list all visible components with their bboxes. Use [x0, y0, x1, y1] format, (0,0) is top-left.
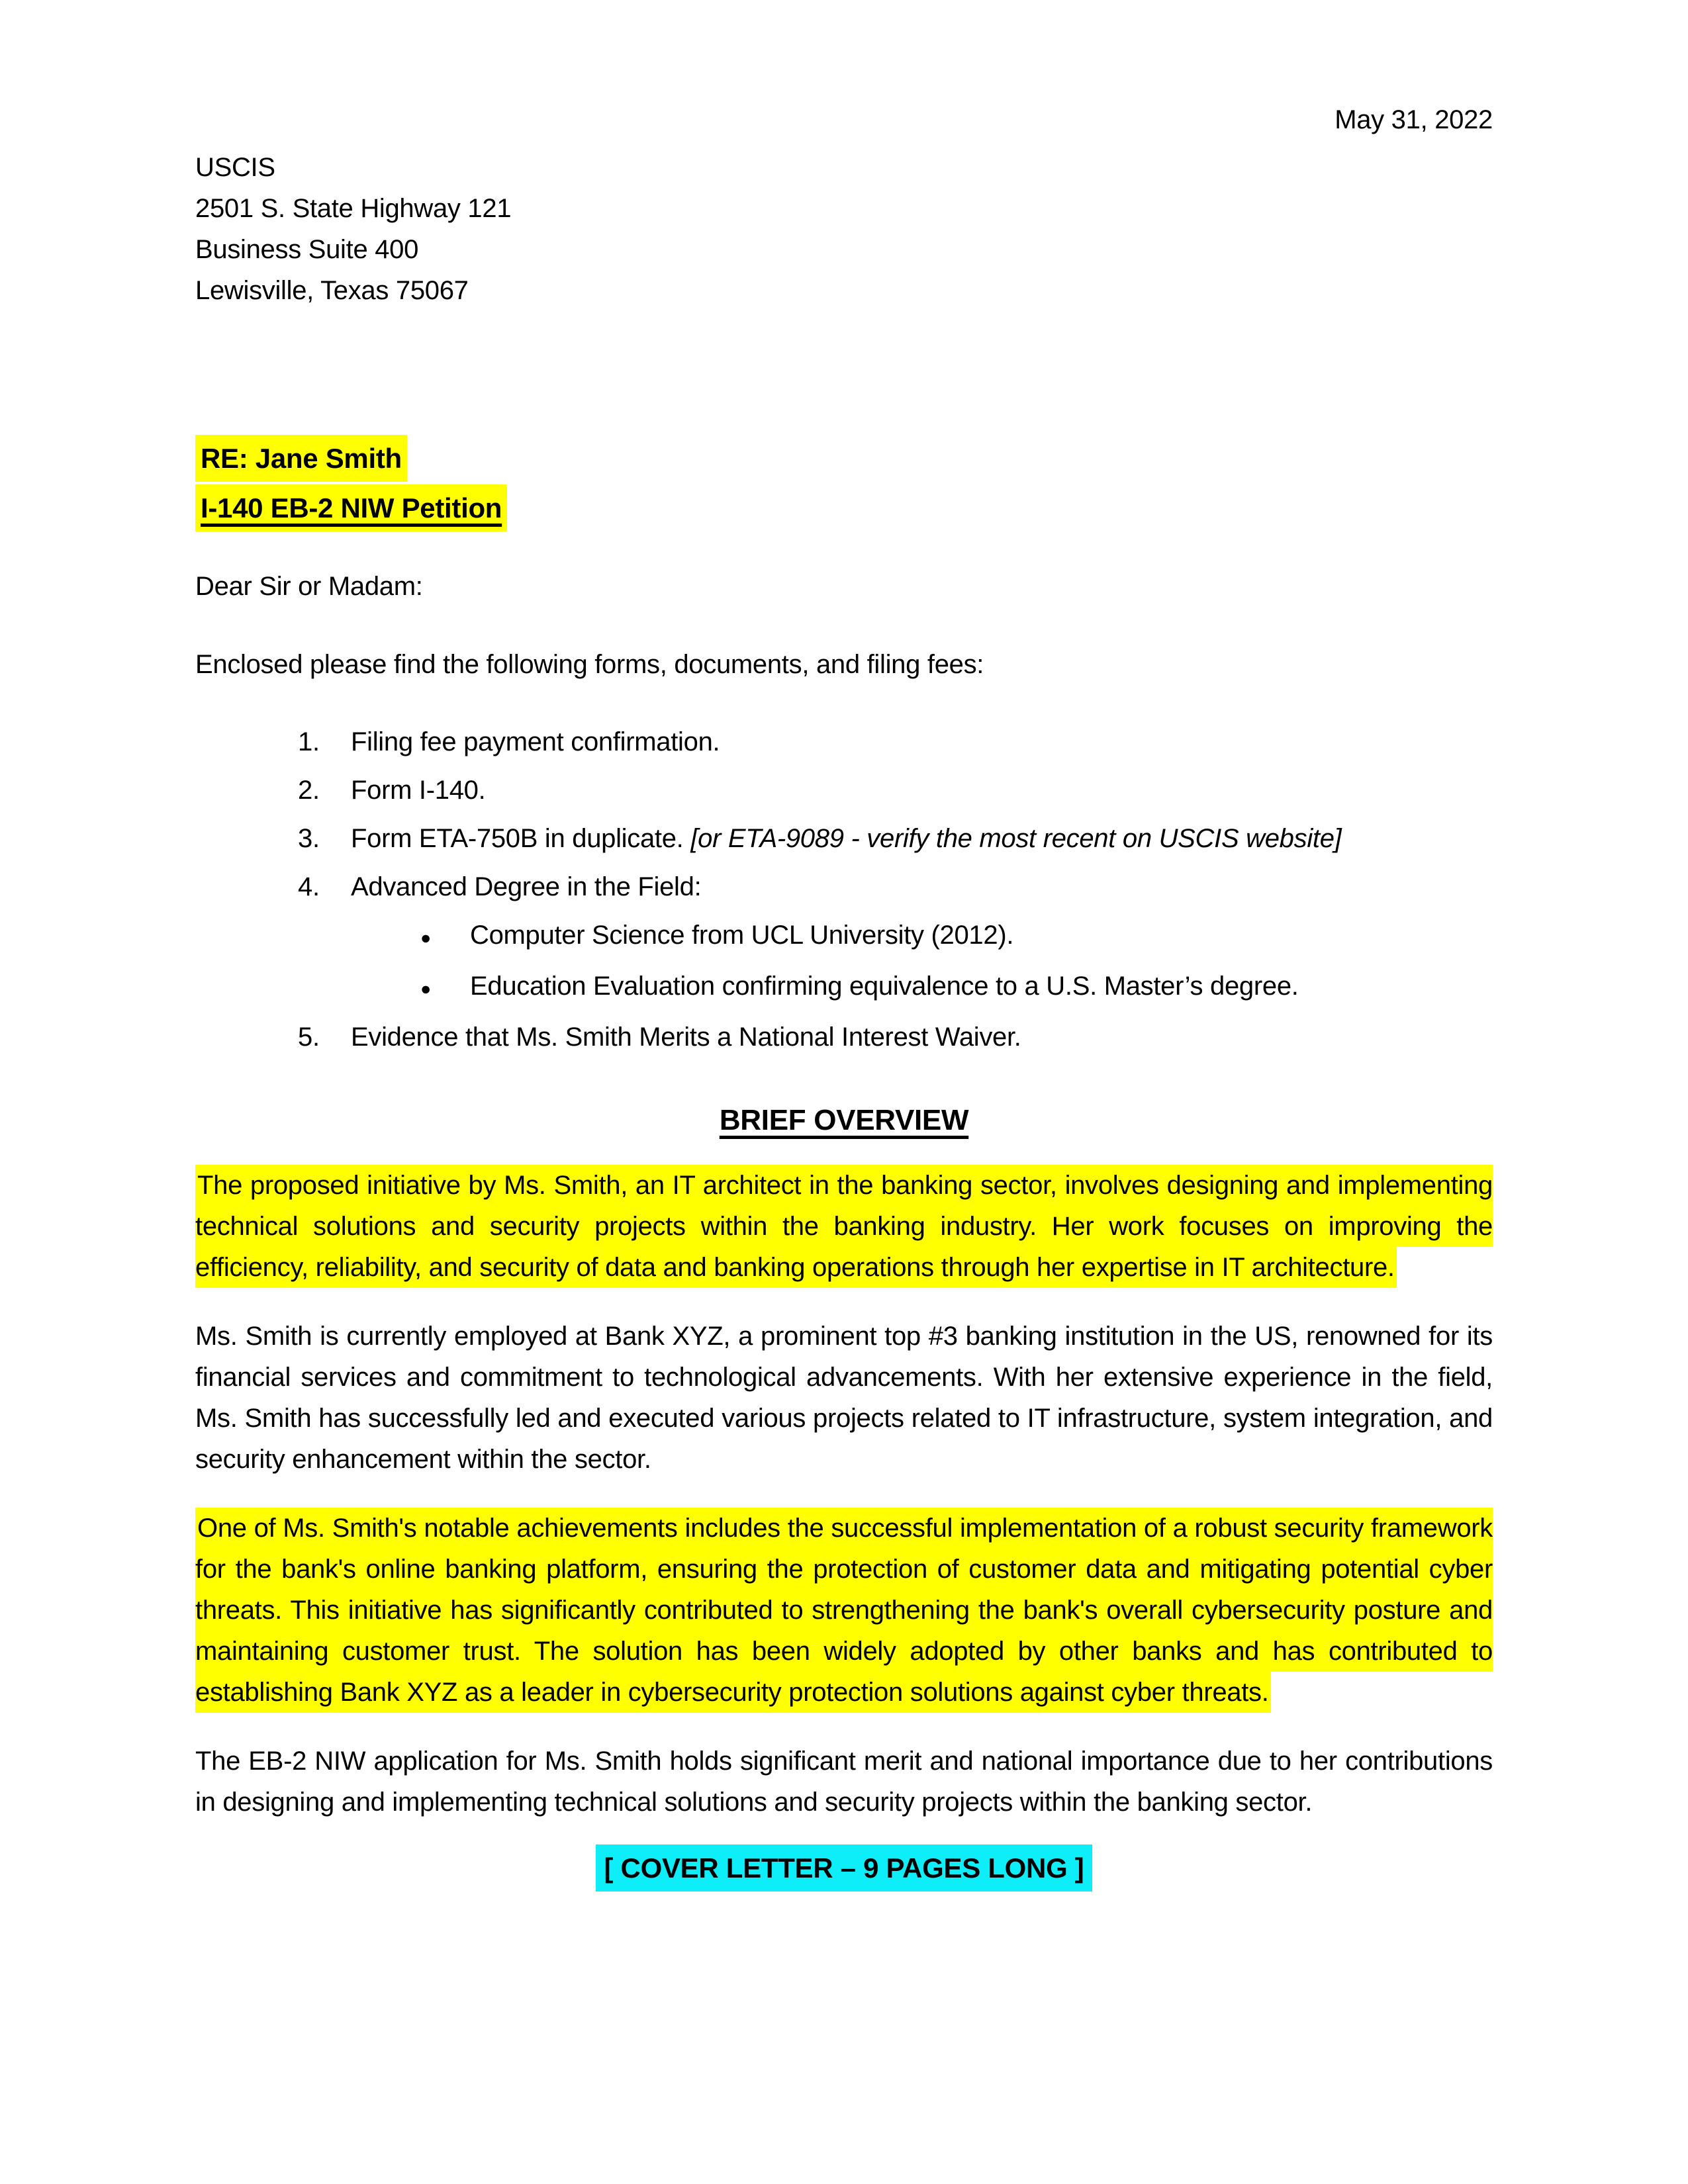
enclosure-item — [195, 766, 1493, 815]
recipient-address-line: 2501 S. State Highway 121 — [195, 194, 512, 223]
letter-date: May 31, 2022 — [1335, 105, 1493, 134]
enclosure-item — [195, 718, 1493, 766]
degree-bullet-text: Education Evaluation confirming equivalence to a U.S. Master’s degree. — [470, 972, 1299, 1001]
subject-block — [195, 433, 1493, 533]
enclosure-item-text: Evidence that Ms. Smith Merits a National Interest Waiver. — [351, 1023, 1021, 1052]
brief-overview-heading-text: BRIEF OVERVIEW — [719, 1104, 969, 1136]
overview-paragraph-3 — [195, 1508, 1493, 1713]
bullet-marker: ● — [420, 979, 432, 999]
enclosure-item-text: Filing fee payment confirmation. — [351, 727, 720, 756]
subject-line-2-text: I-140 EB-2 NIW Petition — [195, 484, 507, 531]
overview-paragraph-4 — [195, 1741, 1493, 1823]
degree-bullet-item — [195, 962, 1493, 1013]
degree-bullet-text: Computer Science from UCL University (2012). — [470, 921, 1014, 950]
overview-paragraph-4-text: The EB-2 NIW application for Ms. Smith holds significant merit and national importance due to her contributions in designing and implementing technical solutions and security projects within the banking sector. — [195, 1747, 1493, 1817]
list-number: 1. — [298, 727, 320, 756]
recipient-address-block — [195, 147, 1493, 311]
recipient-address-line: Business Suite 400 — [195, 235, 419, 264]
subject-line-2 — [195, 483, 1493, 533]
enclosures-intro: Enclosed please find the following forms, documents, and filing fees: — [195, 650, 984, 679]
list-number: 3. — [298, 824, 320, 853]
enclosure-item-text: Form ETA-750B in duplicate. [or ETA-9089 - verify the most recent on USCIS website] — [351, 824, 1342, 853]
list-number: 2. — [298, 776, 320, 805]
enclosure-item-italic-note: [or ETA-9089 - verify the most recent on USCIS website] — [690, 824, 1342, 853]
subject-line-1-text: RE: Jane Smith — [195, 435, 407, 482]
bullet-marker: ● — [420, 928, 432, 948]
enclosure-item — [195, 863, 1493, 911]
cover-letter-length-banner — [195, 1848, 1493, 1889]
salutation: Dear Sir or Madam: — [195, 572, 423, 601]
overview-paragraph-2 — [195, 1316, 1493, 1480]
enclosures-list — [195, 718, 1493, 1062]
overview-paragraph-1-text: The proposed initiative by Ms. Smith, an IT architect in the banking sector, involves designing and implementing technical solutions and security projects within the banking industry. Her work focuses on improving the efficiency, reliability, and security of data and banking operations through her expertise in IT architecture. — [195, 1165, 1493, 1288]
brief-overview-heading — [195, 1100, 1493, 1141]
subject-line-1 — [195, 433, 1493, 483]
overview-paragraph-1 — [195, 1165, 1493, 1288]
enclosure-item-text: Advanced Degree in the Field: — [351, 872, 702, 901]
list-number: 4. — [298, 872, 320, 901]
degree-bullet-item — [195, 911, 1493, 962]
enclosure-item — [195, 815, 1493, 863]
list-number: 5. — [298, 1023, 320, 1052]
enclosure-item — [195, 1013, 1493, 1062]
recipient-address-line: USCIS — [195, 153, 275, 182]
overview-paragraph-2-text: Ms. Smith is currently employed at Bank XYZ, a prominent top #3 banking institution in the US, renowned for its financial services and commitment to technological advancements. With her extensive experience in the field, Ms. Smith has successfully led and executed various projects related to IT infrastructure, system integration, and security enhancement within the sector. — [195, 1322, 1493, 1474]
cover-letter-length-banner-text: [ COVER LETTER – 9 PAGES LONG ] — [596, 1844, 1092, 1891]
enclosure-item-text: Form I-140. — [351, 776, 486, 805]
overview-paragraph-3-text: One of Ms. Smith's notable achievements includes the successful implementation of a robust security framework for the bank's online banking platform, ensuring the protection of customer data and mitigating potential cyber threats. This initiative has significantly contributed to strengthening the bank's overall cybersecurity posture and maintaining customer trust. The solution has been widely adopted by other banks and has contributed to establishing Bank XYZ as a leader in cybersecurity protection solutions against cyber threats. — [195, 1508, 1493, 1713]
recipient-address-line: Lewisville, Texas 75067 — [195, 276, 469, 305]
